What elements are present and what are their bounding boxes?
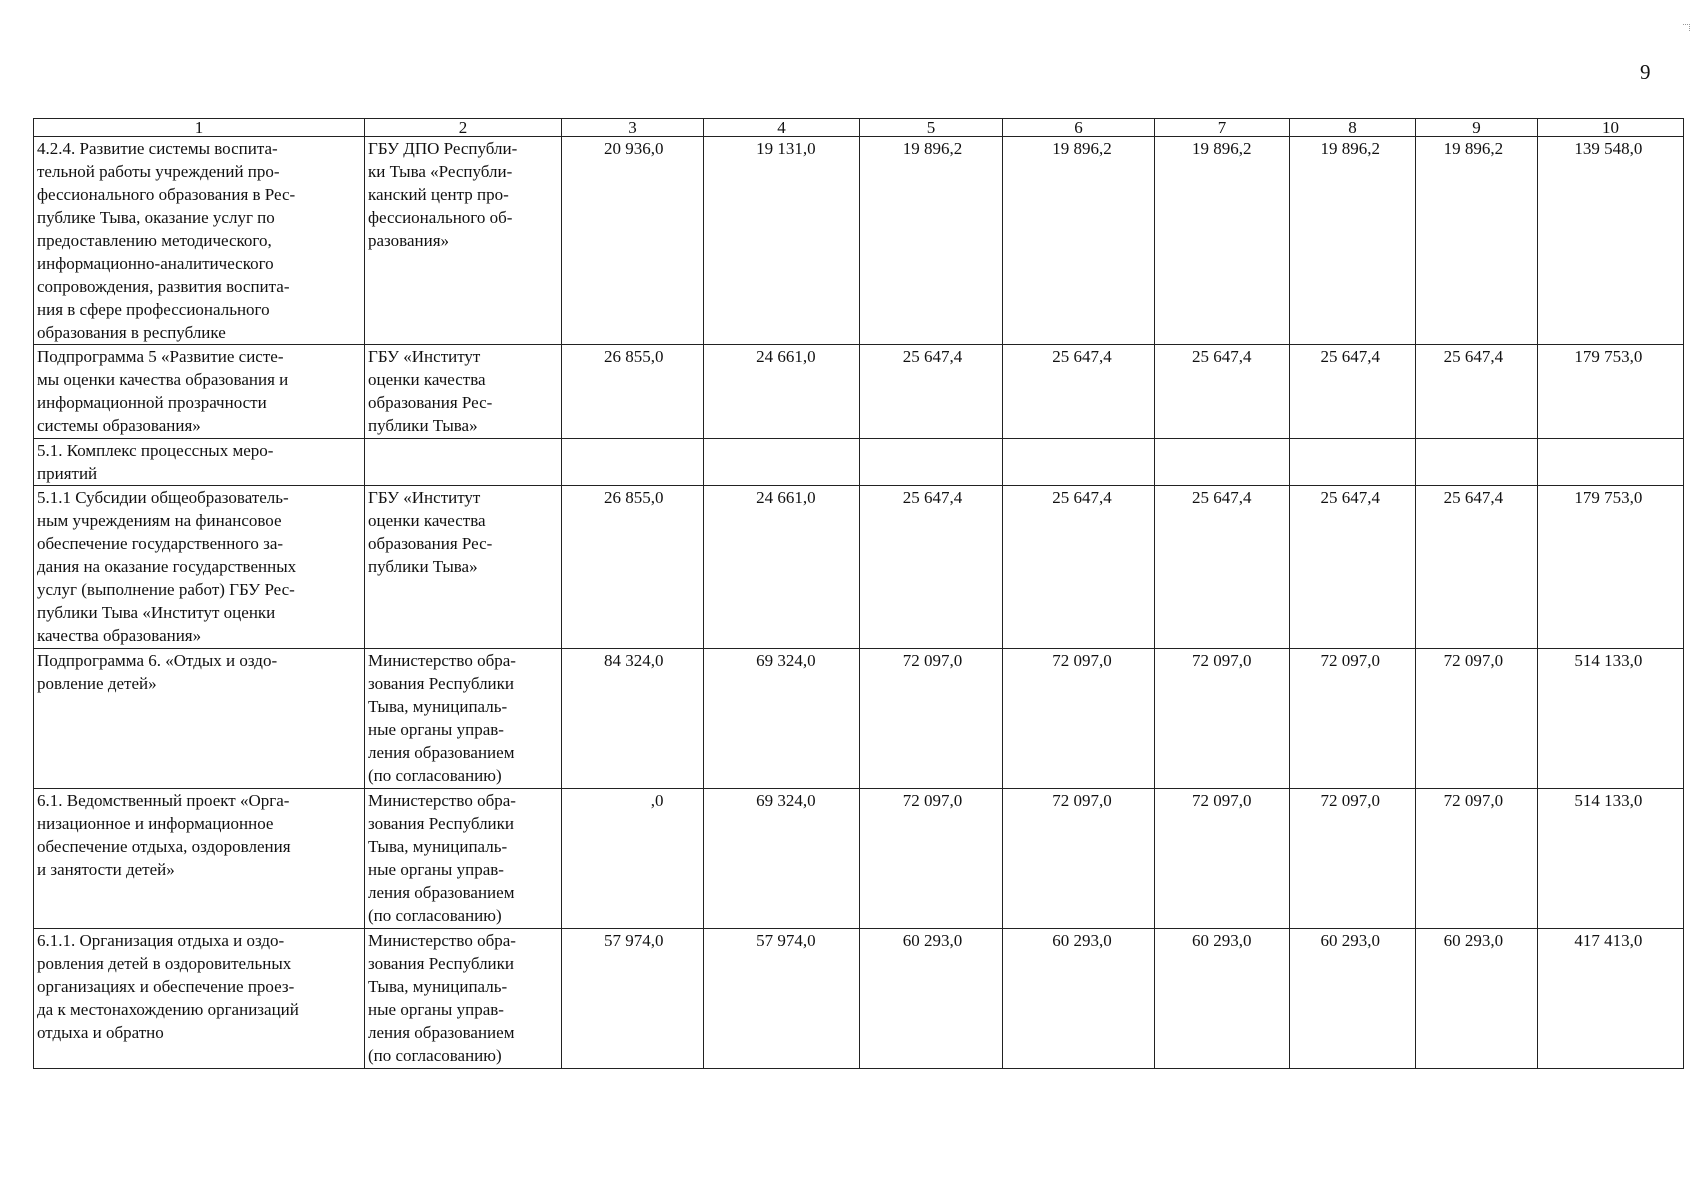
value-text: 84 324,0 xyxy=(604,651,664,670)
value-cell xyxy=(1290,789,1416,929)
value-text: 19 131,0 xyxy=(756,139,816,158)
table-row xyxy=(34,345,1684,439)
value-cell xyxy=(1003,137,1155,345)
value-text: 72 097,0 xyxy=(1320,791,1380,810)
value-text: 72 097,0 xyxy=(1191,651,1252,670)
value-text: 25 647,4 xyxy=(1443,347,1504,366)
value-text: 72 097,0 xyxy=(1320,651,1380,670)
value-cell xyxy=(704,649,860,789)
value-text: 72 097,0 xyxy=(1443,791,1504,810)
executor-cell xyxy=(365,439,562,486)
executor-cell: Министерство обра- зования Республики Тыва, муниципаль- ные органы управ- ления образованием (по согласованию) xyxy=(365,789,562,929)
value-cell xyxy=(1538,929,1684,1069)
table-row xyxy=(34,137,1684,345)
value-cell xyxy=(562,137,704,345)
value-text: 72 097,0 xyxy=(1052,651,1112,670)
scan-artifact xyxy=(1683,24,1690,31)
value-cell xyxy=(1003,486,1155,649)
value-cell xyxy=(1290,649,1416,789)
value-cell xyxy=(1290,439,1416,486)
value-cell xyxy=(1155,649,1290,789)
value-cell xyxy=(704,439,860,486)
value-cell xyxy=(1416,137,1538,345)
value-text: 72 097,0 xyxy=(1191,791,1252,810)
activity-name-cell: 5.1. Комплекс процессных меро- приятий xyxy=(34,439,365,486)
value-cell xyxy=(704,345,860,439)
value-text: 25 647,4 xyxy=(1320,488,1380,507)
value-text: 72 097,0 xyxy=(902,791,963,810)
value-text: 69 324,0 xyxy=(756,651,816,670)
value-text: 25 647,4 xyxy=(1052,488,1112,507)
value-cell xyxy=(860,649,1003,789)
executor-cell: ГБУ ДПО Республи- ки Тыва «Республи- канский центр про- фессионального об- разования» xyxy=(365,137,562,345)
value-cell xyxy=(1003,439,1155,486)
value-text: 60 293,0 xyxy=(1320,931,1380,950)
value-text: 19 896,2 xyxy=(1443,139,1504,158)
value-cell xyxy=(1155,137,1290,345)
value-cell xyxy=(1290,345,1416,439)
header-cell: 9 xyxy=(1416,119,1538,137)
value-text: 57 974,0 xyxy=(604,931,664,950)
value-text: 19 896,2 xyxy=(1320,139,1380,158)
value-text: 72 097,0 xyxy=(1052,791,1112,810)
value-text: 417 413,0 xyxy=(1574,931,1643,950)
value-text: 25 647,4 xyxy=(902,347,963,366)
value-cell xyxy=(1155,789,1290,929)
value-text: 514 133,0 xyxy=(1574,791,1643,810)
value-cell xyxy=(1416,929,1538,1069)
value-cell xyxy=(1003,789,1155,929)
value-text: 60 293,0 xyxy=(1443,931,1504,950)
value-cell xyxy=(860,789,1003,929)
value-text: 19 896,2 xyxy=(902,139,963,158)
activity-name-cell: Подпрограмма 6. «Отдых и оздо- ровление детей» xyxy=(34,649,365,789)
value-cell xyxy=(1155,929,1290,1069)
header-cell: 5 xyxy=(860,119,1003,137)
value-cell xyxy=(1416,649,1538,789)
value-cell xyxy=(860,929,1003,1069)
header-cell: 4 xyxy=(704,119,860,137)
value-cell xyxy=(1538,439,1684,486)
value-text: 60 293,0 xyxy=(1052,931,1112,950)
activity-name-cell: 4.2.4. Развитие системы воспита- тельной работы учреждений про- фессионального образования в Рес- публике Тыва, оказание услуг по предоставлению методического, информационно-аналитического сопровождения, развития воспита- ния в сфере профессионального образования в республике xyxy=(34,137,365,345)
value-cell xyxy=(704,137,860,345)
value-text: 25 647,4 xyxy=(1052,347,1112,366)
page-number: 9 xyxy=(1640,60,1651,84)
value-text: 25 647,4 xyxy=(1191,488,1252,507)
value-text: 514 133,0 xyxy=(1574,651,1643,670)
table-row xyxy=(34,789,1684,929)
value-cell xyxy=(1538,486,1684,649)
value-text: 72 097,0 xyxy=(1443,651,1504,670)
header-cell: 6 xyxy=(1003,119,1155,137)
header-cell: 7 xyxy=(1155,119,1290,137)
header-cell: 8 xyxy=(1290,119,1416,137)
value-text: 25 647,4 xyxy=(902,488,963,507)
value-cell xyxy=(704,789,860,929)
value-text: 60 293,0 xyxy=(1191,931,1252,950)
value-cell xyxy=(562,486,704,649)
value-cell xyxy=(1290,486,1416,649)
table-row xyxy=(34,486,1684,649)
activity-name-cell: Подпрограмма 5 «Развитие систе- мы оценки качества образования и информационной прозрачности системы образования» xyxy=(34,345,365,439)
value-text: 24 661,0 xyxy=(756,488,816,507)
value-cell xyxy=(860,345,1003,439)
value-text: 25 647,4 xyxy=(1320,347,1380,366)
table-header-row xyxy=(34,119,1684,137)
value-cell xyxy=(1155,439,1290,486)
value-text: 69 324,0 xyxy=(756,791,816,810)
value-cell xyxy=(1538,789,1684,929)
value-cell xyxy=(1155,345,1290,439)
value-text: 26 855,0 xyxy=(604,347,664,366)
value-text: 24 661,0 xyxy=(756,347,816,366)
value-cell xyxy=(704,486,860,649)
value-text: 57 974,0 xyxy=(756,931,816,950)
value-text: 72 097,0 xyxy=(902,651,963,670)
value-cell xyxy=(1538,345,1684,439)
value-cell xyxy=(1538,649,1684,789)
value-cell xyxy=(704,929,860,1069)
value-cell xyxy=(1416,345,1538,439)
table-row xyxy=(34,929,1684,1069)
table-row xyxy=(34,439,1684,486)
value-cell xyxy=(562,649,704,789)
header-cell: 1 xyxy=(34,119,365,137)
value-text: 25 647,4 xyxy=(1443,488,1504,507)
table-row xyxy=(34,649,1684,789)
value-text: 179 753,0 xyxy=(1574,488,1643,507)
value-text: 19 896,2 xyxy=(1052,139,1112,158)
value-cell xyxy=(1416,789,1538,929)
value-cell xyxy=(860,486,1003,649)
value-cell xyxy=(562,929,704,1069)
value-cell xyxy=(562,439,704,486)
value-cell xyxy=(1003,929,1155,1069)
value-cell xyxy=(1003,649,1155,789)
value-text: ,0 xyxy=(650,791,664,810)
value-cell xyxy=(562,789,704,929)
budget-table xyxy=(33,118,1684,1069)
activity-name-cell: 6.1.1. Организация отдыха и оздо- ровления детей в оздоровительных организациях и обеспечение проез- да к местонахождению организаций отдыха и обратно xyxy=(34,929,365,1069)
executor-cell: Министерство обра- зования Республики Тыва, муниципаль- ные органы управ- ления образованием (по согласованию) xyxy=(365,649,562,789)
executor-cell: Министерство обра- зования Республики Тыва, муниципаль- ные органы управ- ления образованием (по согласованию) xyxy=(365,929,562,1069)
header-cell: 3 xyxy=(562,119,704,137)
value-cell xyxy=(1003,345,1155,439)
value-text: 179 753,0 xyxy=(1574,347,1643,366)
header-cell: 2 xyxy=(365,119,562,137)
header-cell: 10 xyxy=(1538,119,1684,137)
value-cell xyxy=(860,439,1003,486)
activity-name-cell: 6.1. Ведомственный проект «Орга- низационное и информационное обеспечение отдыха, оздоровления и занятости детей» xyxy=(34,789,365,929)
executor-cell: ГБУ «Институт оценки качества образования Рес- публики Тыва» xyxy=(365,486,562,649)
value-text: 19 896,2 xyxy=(1191,139,1252,158)
value-cell xyxy=(1538,137,1684,345)
value-text: 139 548,0 xyxy=(1574,139,1643,158)
executor-cell: ГБУ «Институт оценки качества образования Рес- публики Тыва» xyxy=(365,345,562,439)
value-text: 20 936,0 xyxy=(604,139,664,158)
value-text: 26 855,0 xyxy=(604,488,664,507)
value-cell xyxy=(562,345,704,439)
value-text: 25 647,4 xyxy=(1191,347,1252,366)
value-cell xyxy=(1416,486,1538,649)
value-cell xyxy=(1416,439,1538,486)
value-cell xyxy=(1155,486,1290,649)
value-cell xyxy=(860,137,1003,345)
value-text: 60 293,0 xyxy=(902,931,963,950)
value-cell xyxy=(1290,137,1416,345)
value-cell xyxy=(1290,929,1416,1069)
activity-name-cell: 5.1.1 Субсидии общеобразователь- ным учреждениям на финансовое обеспечение государственного за- дания на оказание государственных услуг (выполнение работ) ГБУ Рес- публики Тыва «Институт оценки качества образования» xyxy=(34,486,365,649)
